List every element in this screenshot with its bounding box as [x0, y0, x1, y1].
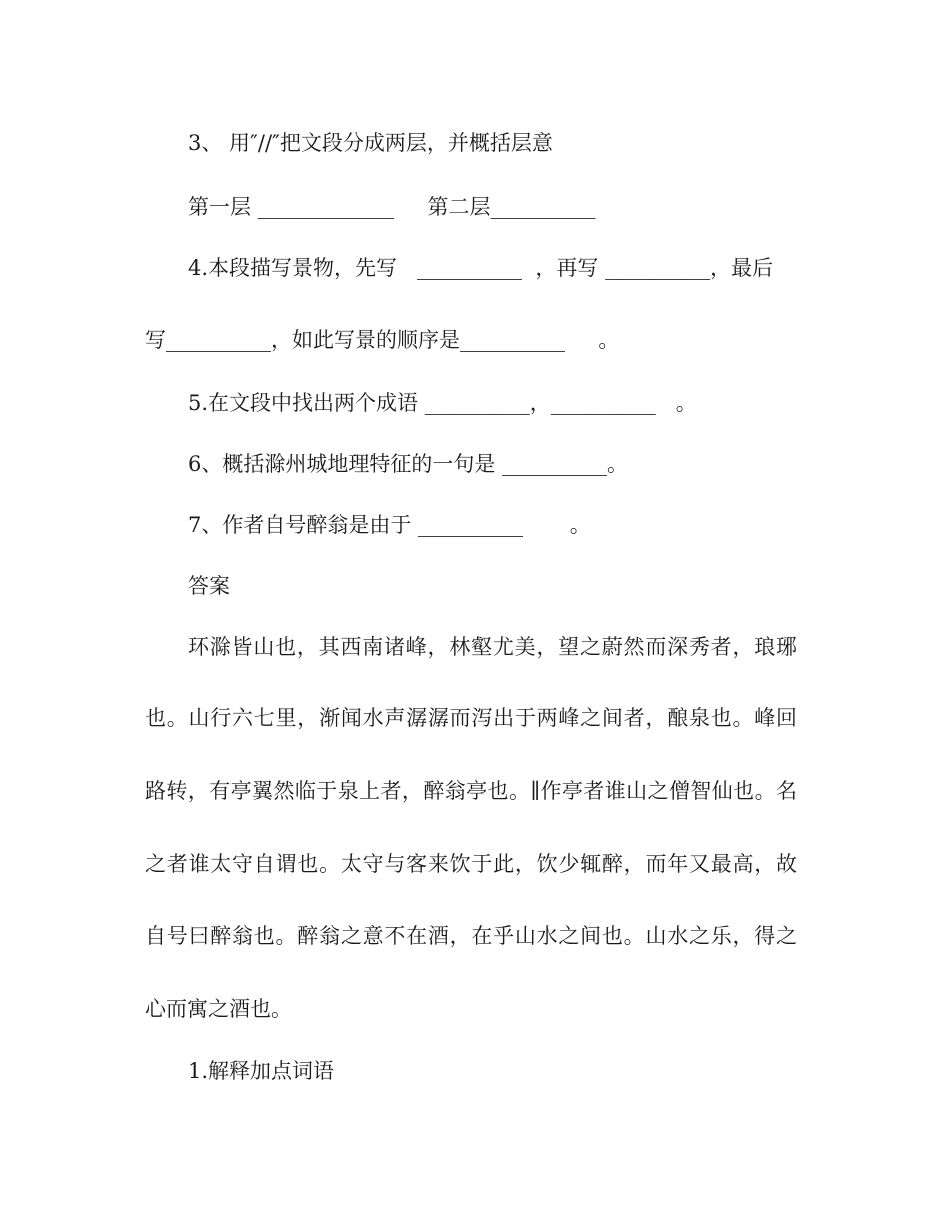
passage-line-1: 环滁皆山也，其西南诸峰，林壑尤美，望之蔚然而深秀者，琅琊 — [188, 635, 797, 659]
question-3: 3、 用″//″把文段分成两层，并概括层意 — [188, 131, 553, 155]
question-5: 5.在文段中找出两个成语 __________，__________ 。 — [188, 391, 697, 415]
passage-line-3: 路转，有亭翼然临于泉上者，醉翁亭也。∥作亭者谁山之僧智仙也。名 — [145, 779, 797, 803]
question-6: 6、概括滁州城地理特征的一句是 __________。 — [188, 452, 629, 476]
question-7: 7、作者自号醉翁是由于 __________ 。 — [188, 513, 591, 537]
question-4-line-1: 4.本段描写景物，先写 __________ ，再写 __________，最后 — [188, 256, 774, 280]
answer-heading: 答案 — [188, 574, 230, 598]
question-4-line-2: 写__________，如此写景的顺序是__________ 。 — [145, 328, 620, 352]
passage-line-5: 自号曰醉翁也。醉翁之意不在酒，在乎山水之间也。山水之乐，得之 — [145, 924, 797, 948]
question-3-layers: 第一层 _____________ 第二层__________ — [188, 195, 596, 219]
item-1-heading: 1.解释加点词语 — [188, 1059, 335, 1083]
passage-line-6: 心而寓之酒也。 — [145, 997, 292, 1021]
passage-line-4: 之者谁太守自谓也。太守与客来饮于此，饮少辄醉，而年又最高，故 — [145, 852, 797, 876]
passage-line-2: 也。山行六七里，渐闻水声潺潺而泻出于两峰之间者，酿泉也。峰回 — [145, 706, 797, 730]
